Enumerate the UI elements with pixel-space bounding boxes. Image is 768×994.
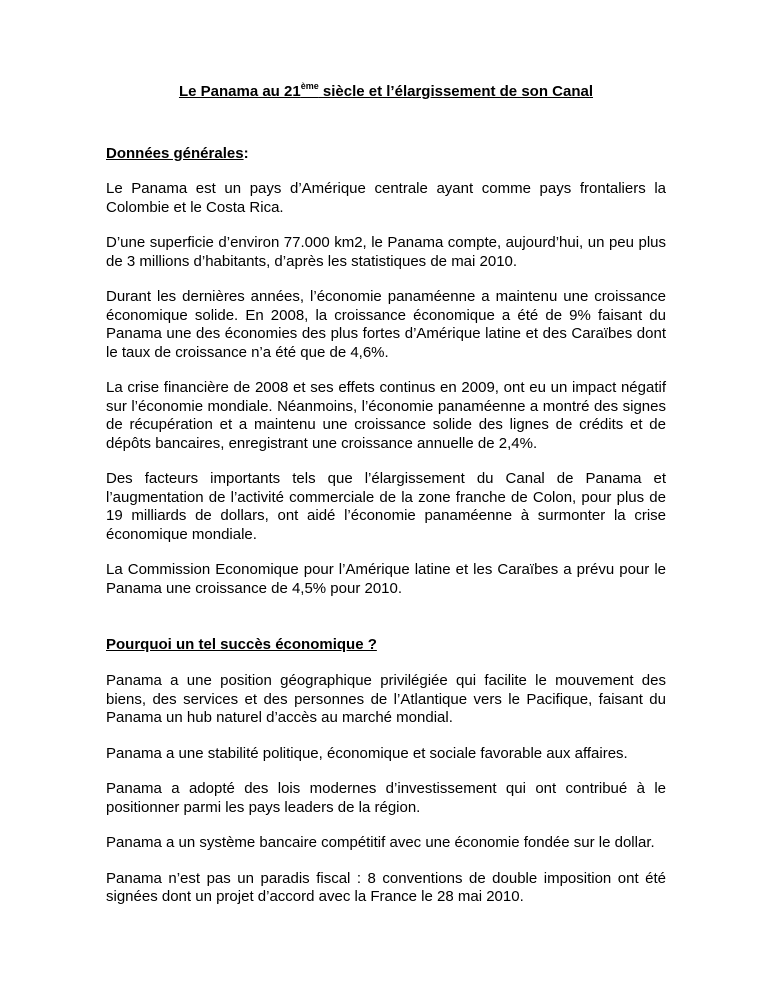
section-heading-text: Pourquoi un tel succès économique ? bbox=[106, 636, 377, 653]
title-text-start: Le Panama au 21 bbox=[178, 83, 301, 100]
section-heading-colon: : bbox=[243, 145, 249, 162]
document-title bbox=[106, 82, 666, 101]
paragraph-geographic-position: Panama a une position géographique privilégiée qui facilite le mouvement des biens, des services et des personnes de l’Atlantique vers le Pacifique, faisant du Panama un hub naturel d’accès au marché mondial. bbox=[106, 672, 666, 726]
paragraph-tax-conventions: Panama n’est pas un paradis fiscal : 8 conventions de double imposition ont été signées dont un projet d’accord avec la France le 28 mai 2010. bbox=[106, 869, 666, 905]
paragraph-area-population: D’une superficie d’environ 77.000 km2, le Panama compte, aujourd’hui, un peu plus de 3 millions d’habitants, d’après les statistiques de mai 2010. bbox=[106, 234, 666, 270]
section-heading-text: Données générales bbox=[106, 145, 244, 162]
paragraph-growth-forecast: La Commission Economique pour l’Amérique latine et les Caraïbes a prévu pour le Panama une croissance de 4,5% pour 2010. bbox=[106, 561, 666, 597]
section-heading-general-data bbox=[106, 144, 666, 163]
title-text-end: siècle et l’élargissement de son Canal bbox=[318, 83, 594, 100]
paragraph-economic-growth: Durant les dernières années, l’économie panaméenne a maintenu une croissance économique solide. En 2008, la croissance économique a été de 9% faisant du Panama une des économies des plus fortes d’Amérique latine et des Caraïbes dont le taux de croissance n’a été que de 4,6%. bbox=[106, 288, 666, 361]
paragraph-borders: Le Panama est un pays d’Amérique centrale ayant comme pays frontaliers la Colombie et le Costa Rica. bbox=[106, 180, 666, 216]
paragraph-investment-laws: Panama a adopté des lois modernes d’investissement qui ont contribué à le positionner parmi les pays leaders de la région. bbox=[106, 780, 666, 816]
title-superscript: ème bbox=[300, 81, 319, 91]
section-heading-economic-success bbox=[106, 635, 666, 654]
paragraph-key-factors: Des facteurs importants tels que l’élargissement du Canal de Panama et l’augmentation de l’activité commerciale de la zone franche de Colon, pour plus de 19 milliards de dollars, ont aidé l’économie panaméenne à surmonter la crise économique mondiale. bbox=[106, 470, 666, 543]
paragraph-banking-system: Panama a un système bancaire compétitif avec une économie fondée sur le dollar. bbox=[106, 834, 655, 851]
paragraph-stability: Panama a une stabilité politique, économique et sociale favorable aux affaires. bbox=[106, 744, 628, 762]
paragraph-financial-crisis: La crise financière de 2008 et ses effets continus en 2009, ont eu un impact négatif sur l’économie mondiale. Néanmoins, l’économie panaméenne a montré des signes de récupération et a maintenu une croissance solide des lignes de crédits et de dépôts bancaires, enregistrant une croissance annuelle de 2,4%. bbox=[106, 379, 666, 452]
